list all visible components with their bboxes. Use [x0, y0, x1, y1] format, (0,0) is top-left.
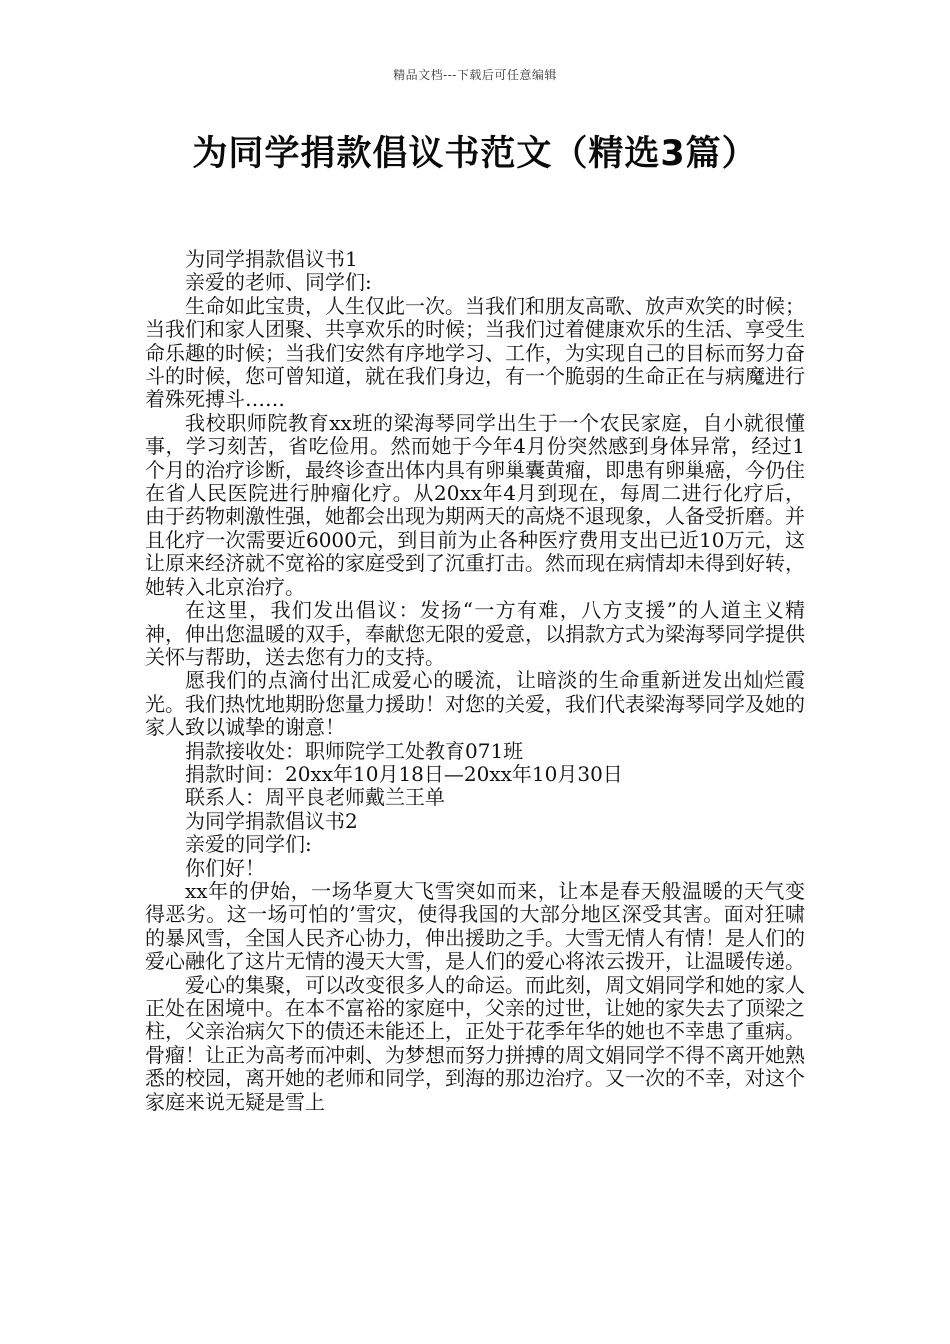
body-paragraph: 愿我们的点滴付出汇成爱心的暖流，让暗淡的生命重新迸发出灿烂霞光。我们热忱地期盼您量力援助！对您的关爱，我们代表梁海琴同学及她的家人致以诚挚的谢意！ [145, 668, 805, 740]
salutation-2: 亲爱的同学们: [185, 832, 312, 857]
document-title: 为同学捐款倡议书范文（精选3篇） [192, 134, 758, 174]
donation-location: 捐款接收处：职师院学工处教育071班 [185, 738, 524, 763]
donation-time: 捐款时间：20xx年10月18日—20xx年10月30日 [185, 761, 623, 786]
section-heading-2: 为同学捐款倡议书2 [185, 808, 358, 833]
header-note: 精品文档---下载后可任意编辑 [393, 68, 557, 82]
salutation-1: 亲爱的老师、同学们: [185, 270, 372, 295]
body-paragraph: 爱心的集聚，可以改变很多人的命运。而此刻，周文娟同学和她的家人正处在困境中。在本不富裕的家庭中，父亲的过世，让她的家失去了顶梁之柱，父亲治病欠下的债还未能还上，正处于花季年华的她也不幸患了重病。骨瘤！让正为高考而冲刺、为梦想而努力拼搏的周文娟同学不得不离开她熟悉的校园，离开她的老师和同学，到海的那边治疗。又一次的不幸，对这个家庭来说无疑是雪上 [145, 972, 805, 1114]
body-paragraph: 生命如此宝贵，人生仅此一次。当我们和朋友高歌、放声欢笑的时候；当我们和家人团聚、共享欢乐的时候；当我们过着健康欢乐的生活、享受生命乐趣的时候；当我们安然有序地学习、工作，为实现自己的目标而努力奋斗的时候，您可曾知道，就在我们身边，有一个脆弱的生命正在与病魔进行着殊死搏斗…… [145, 293, 805, 412]
greeting: 你们好！ [185, 855, 265, 880]
section-heading-1: 为同学捐款倡议书1 [185, 247, 358, 271]
body-paragraph: 我校职师院教育xx班的梁海琴同学出生于一个农民家庭，自小就很懂事，学习刻苦，省吃俭用。然而她于今年4月份突然感到身体异常，经过1个月的治疗诊断，最终诊查出体内具有卵巢囊黄瘤，即患有卵巢癌，今仍住在省人民医院进行肿瘤化疗。从20xx年4月到现在，每周二进行化疗后，由于药物刺激性强，她都会出现为期两天的高烧不退现象，人备受折磨。并且化疗一次需要近6000元，到目前为止各种医疗费用支出已近10万元，这让原来经济就不宽裕的家庭受到了沉重打击。然而现在病情却未得到好转，她转入北京治疗。 [145, 410, 805, 599]
body-paragraph: 在这里，我们发出倡议：发扬“一方有难，八方支援”的人道主义精神，伸出您温暖的双手，奉献您无限的爱意，以捐款方式为梁海琴同学提供关怀与帮助，送去您有力的支持。 [145, 598, 805, 669]
document-body [145, 248, 805, 1114]
contact-person: 联系人：周平良老师戴兰王单 [185, 785, 445, 810]
body-paragraph: xx年的伊始，一场华夏大飞雪突如而来，让本是春天般温暖的天气变得恶劣。这一场可怕的’雪灾，使得我国的大部分地区深受其害。面对狂啸的暴风雪，全国人民齐心协力，伸出援助之手。大雪无情人有情！是人们的爱心融化了这片无情的漫天大雪，是人们的爱心将浓云拨开，让温暖传递。 [145, 878, 805, 974]
